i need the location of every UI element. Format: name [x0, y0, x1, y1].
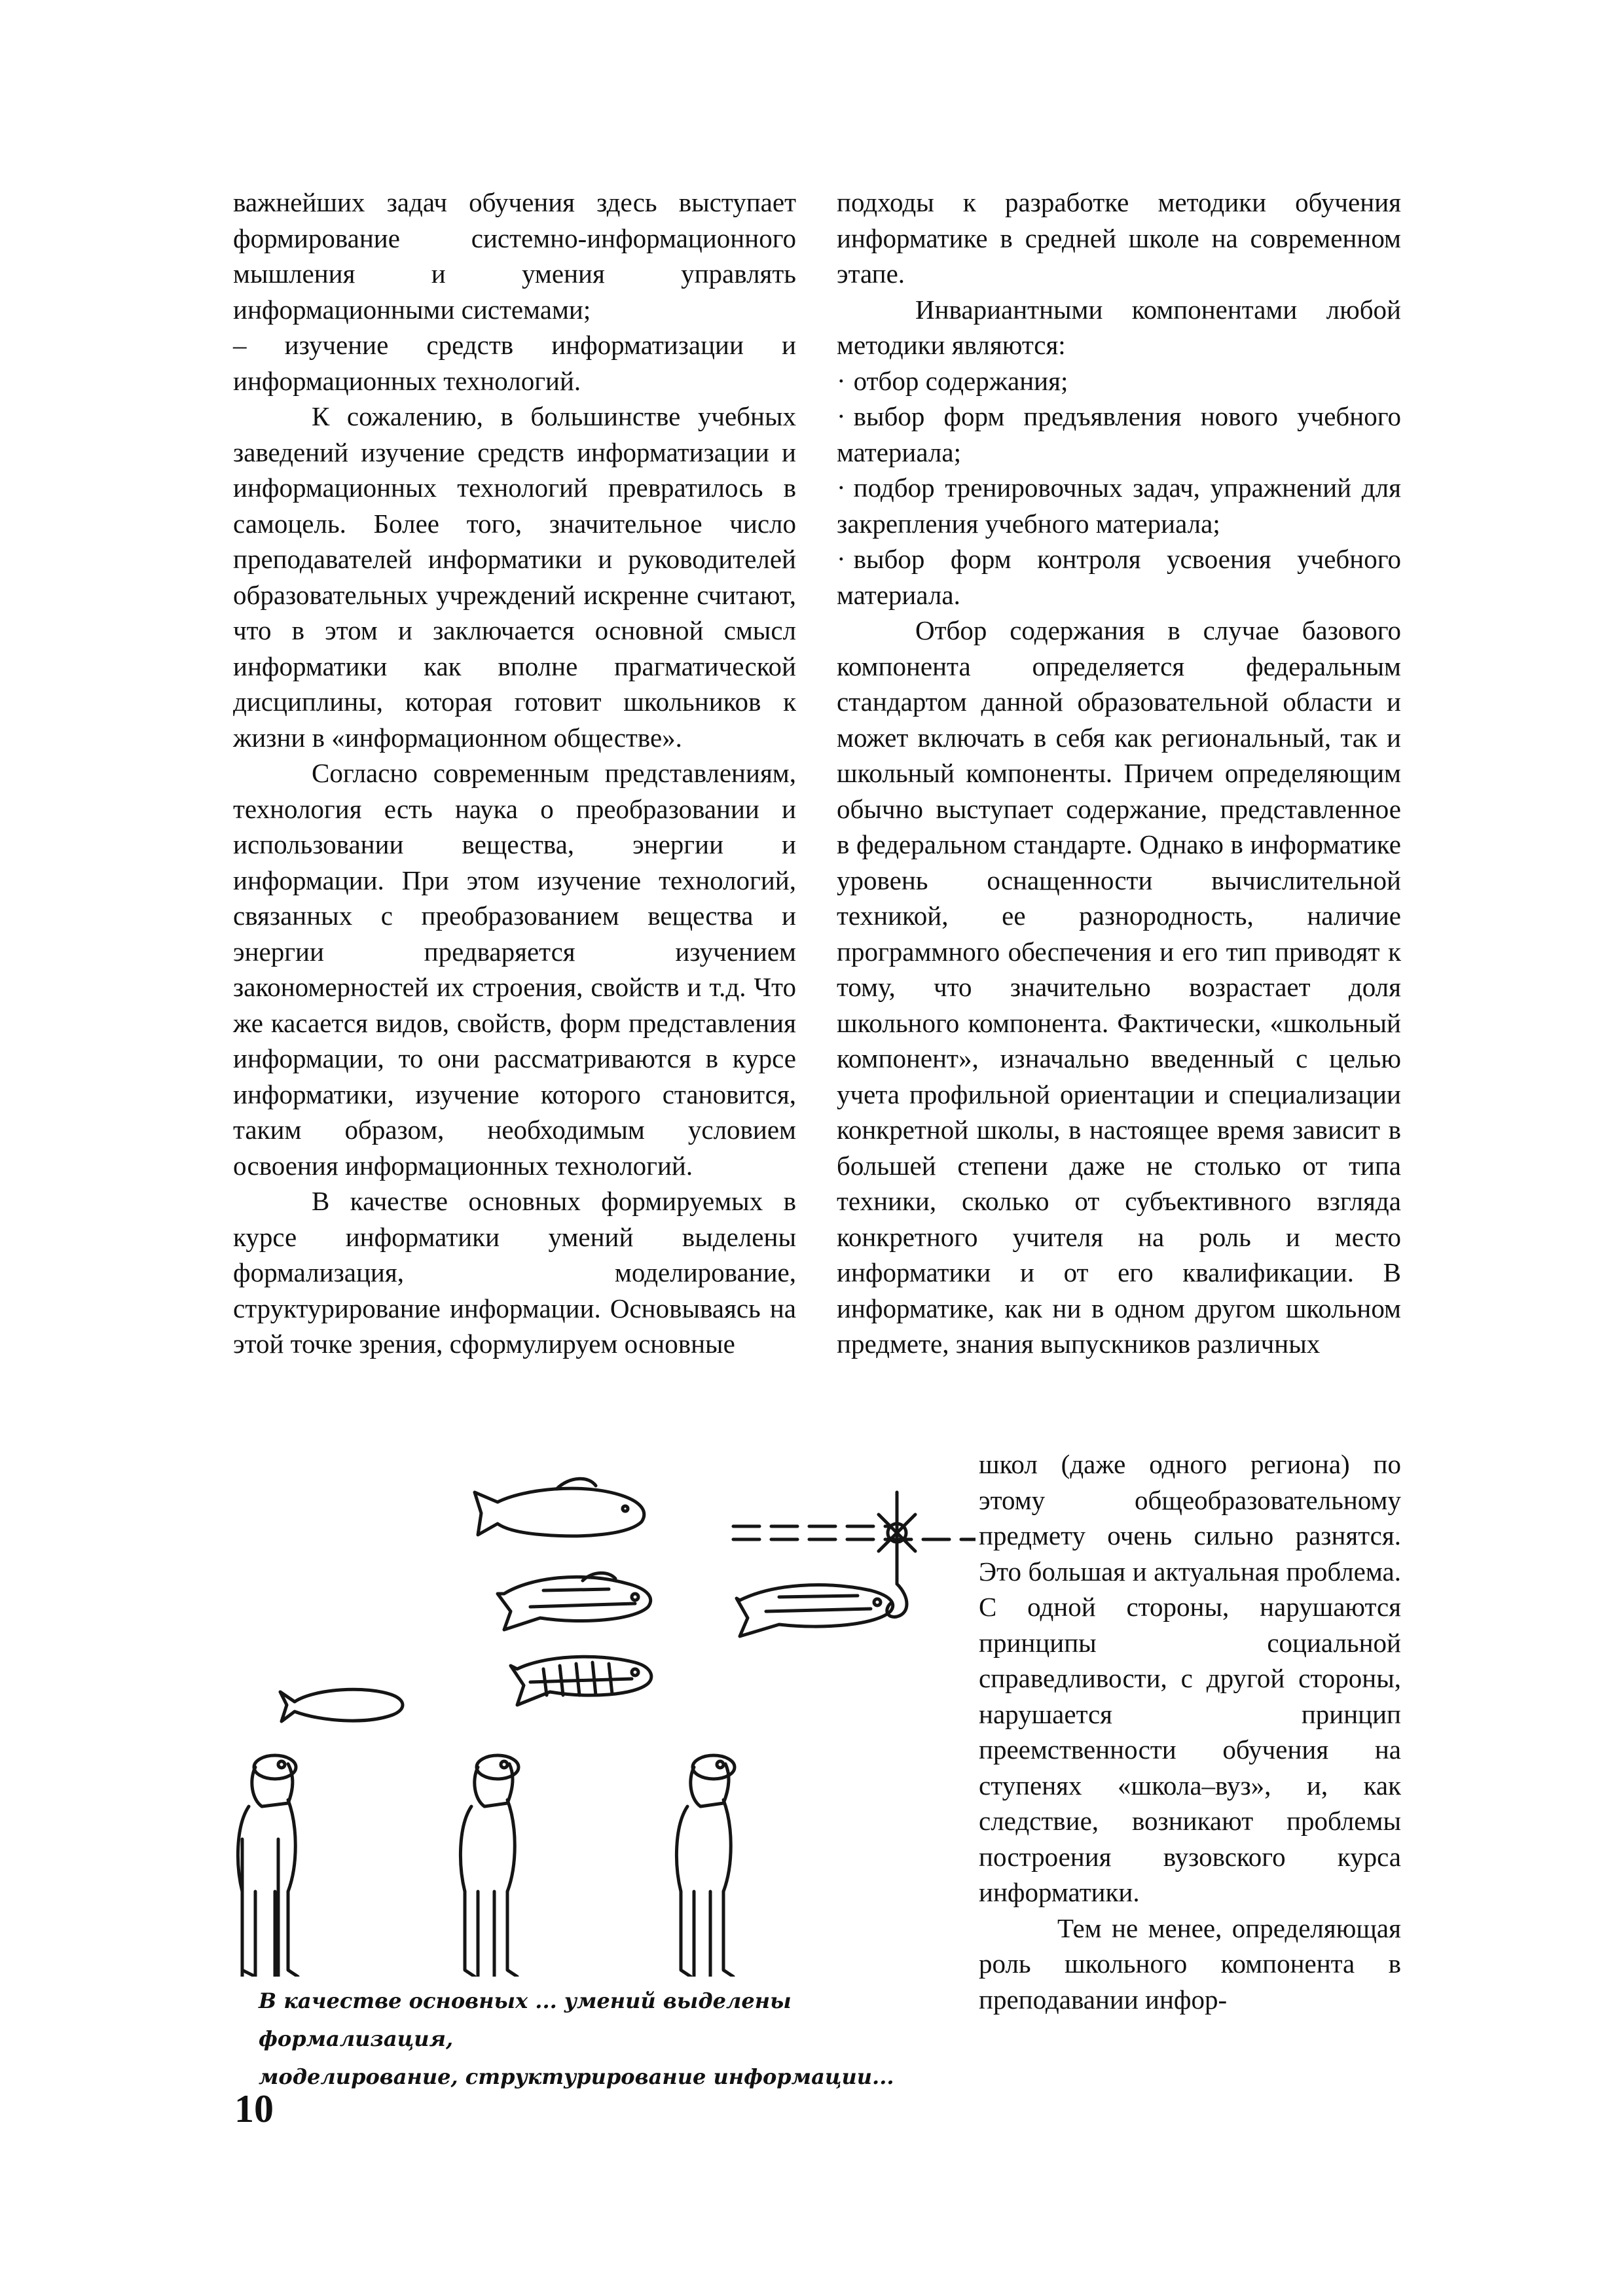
fish-and-figures-illustration — [216, 1473, 976, 1980]
illustration-svg — [216, 1473, 976, 1977]
invariant-components-lead: Инвариантными компонентами любой методики являются: — [837, 294, 1401, 360]
fish-striped-middle-icon — [498, 1573, 651, 1630]
wrap-paragraph-1: школ (даже одного региона) по этому общеобразовательному предмету очень сильно разнятся. Это большая и актуальная проблема. С одной стороны, нарушаются принципы социальной справедливости, с другой стороны, нарушается принцип преемственности обучения на ступенях «школа–вуз», и, как следствие, возникают проблемы построения вузовского курса информатики. — [979, 1449, 1401, 1907]
figure-right-icon — [676, 1755, 735, 1977]
left-paragraph-2: – изучение средств информатизации и информационных технологий. — [233, 330, 796, 396]
left-text-column — [233, 185, 796, 1362]
bullet-item-1: · отбор содержания; — [837, 363, 1401, 399]
bullet-item-3: · подбор тренировочных задач, упражнений для закрепления учебного материала; — [837, 470, 1401, 541]
right-text-column — [837, 185, 1401, 1362]
wrapped-text-column — [979, 1446, 1401, 2017]
page-number: 10 — [234, 2087, 274, 2130]
wrap-paragraph-2: Тем не менее, определяющая роль школьного компонента в преподавании инфор- — [979, 1912, 1401, 2015]
figure-left-icon — [238, 1755, 298, 1977]
fishing-line-icon — [733, 1492, 976, 1617]
left-paragraph-4: Согласно современным представлениям, технология есть наука о преобразовании и использовании вещества, энергии и информации. При этом изучение технологий, связанных с преобразованием вещества и энергии предваряется изучением закономерностей их строения, свойств и т.д. Что же касается видов, свойств, форм представления информации, то они рассматриваются в курсе информатики, изучение которого становится, таким образом, необходимым условием освоения информационных технологий. — [233, 758, 796, 1181]
fish-hooked-icon — [737, 1585, 893, 1636]
fish-outline-top-icon — [475, 1479, 644, 1535]
fish-skeleton-icon — [511, 1657, 651, 1705]
bullet-item-4: · выбор форм контроля усвоения учебного материала. — [837, 541, 1401, 613]
right-intro-paragraph: подходы к разработке методики обучения информатике в средней школе на современном этапе. — [837, 187, 1401, 289]
illustration-caption — [259, 1982, 972, 2096]
bullet-item-2: · выбор форм предъявления нового учебного материала; — [837, 399, 1401, 470]
left-paragraph-1: важнейших задач обучения здесь выступает формирование системно-информационного мышления и умения управлять информационными системами; — [233, 187, 796, 325]
left-paragraph-5: В качестве основных формируемых в курсе информатики умений выделены формализация, моделирование, структурирование информации. Основываясь на этой точке зрения, сформулируем основные — [233, 1186, 796, 1359]
content-selection-paragraph: Отбор содержания в случае базового компонента определяется федеральным стандартом данной образовательной области и может включать в себя как региональный, так и школьный компоненты. Причем определяющим обычно выступает содержание, представленное в федеральном стандарте. Однако в информатике уровень оснащенности вычислительной техникой, ее разнородность, наличие программного обеспечения и его тип приводят к тому, что значительно возрастает доля школьного компонента. Фактически, «школьный компонент», изначально введенный с целью учета профильной ориентации и специализации конкретной школы, в настоящее время зависит в большей степени даже не столько от типа техники, сколько от субъективного взгляда конкретного учителя на роль и место информатики и от его квалификации. В информатике, как ни в одном другом школьном предмете, знания выпускников различных — [837, 615, 1401, 1359]
figure-middle-icon — [460, 1755, 519, 1977]
caption-line-2: моделирование, структурирование информации... — [259, 2064, 894, 2089]
caption-line-1: В качестве основных ... умений выделены формализация, — [259, 1988, 792, 2051]
fish-small-left-icon — [280, 1689, 403, 1721]
left-paragraph-3: К сожалению, в большинстве учебных заведений изучение средств информатизации и информационных технологий превратилось в самоцель. Более того, значительное число преподавателей информатики и руководителей образовательных учреждений искренне считают, что в этом и заключается основной смысл информатики как вполне прагматической дисциплины, которая готовит школьников к жизни в «информационном обществе». — [233, 401, 796, 753]
